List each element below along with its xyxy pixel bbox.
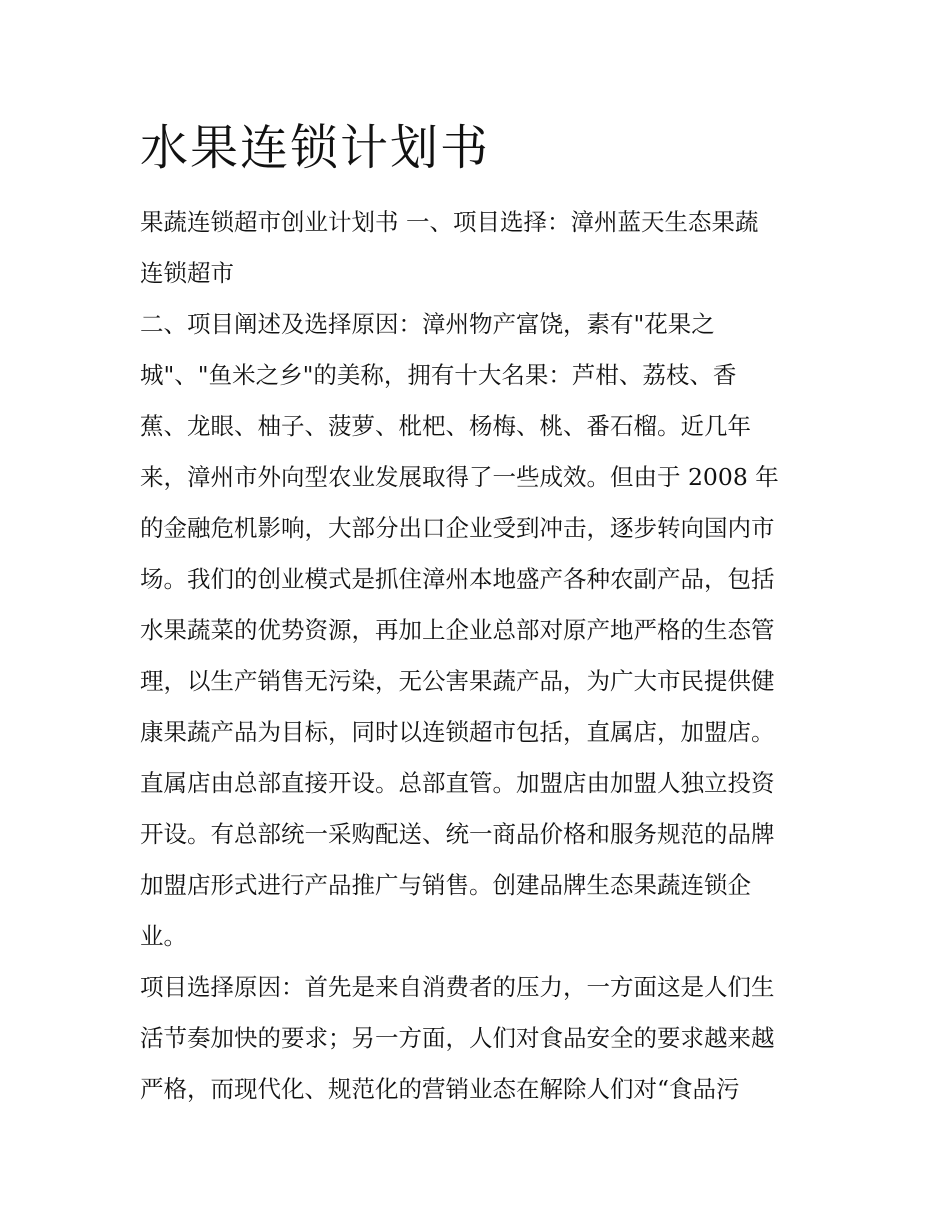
body-line: 果蔬连锁超市创业计划书 一、项目选择：漳州蓝天生态果蔬: [140, 208, 759, 236]
document-body: [140, 197, 830, 1115]
body-line: 场。我们的创业模式是抓住漳州本地盛产各种农副产品，包括: [140, 565, 775, 593]
body-line: 蕉、龙眼、柚子、菠萝、枇杷、杨梅、桃、番石榴。近几年: [140, 412, 751, 440]
body-line: 的金融危机影响，大部分出口企业受到冲击，逐步转向国内市: [140, 514, 775, 542]
body-line: 来，漳州市外向型农业发展取得了一些成效。但由于 2008 年: [140, 463, 779, 491]
document-title: 水果连锁计划书: [140, 120, 491, 176]
body-line: 城"、"鱼米之乡"的美称，拥有十大名果：芦柑、荔枝、香: [140, 361, 737, 389]
body-line: 康果蔬产品为目标，同时以连锁超市包括，直属店，加盟店。: [140, 718, 775, 746]
body-line: 二、项目阐述及选择原因：漳州物产富饶，素有"花果之: [140, 310, 715, 338]
body-line: 活节奏加快的要求；另一方面，人们对食品安全的要求越来越: [140, 1024, 775, 1052]
body-line: 水果蔬菜的优势资源，再加上企业总部对原产地严格的生态管: [140, 616, 775, 644]
body-line: 开设。有总部统一采购配送、统一商品价格和服务规范的品牌: [140, 820, 775, 848]
body-line: 业。: [140, 922, 187, 950]
body-line: 严格，而现代化、规范化的营销业态在解除人们对“食品污: [140, 1075, 740, 1103]
body-line: 直属店由总部直接开设。总部直管。加盟店由加盟人独立投资: [140, 769, 775, 797]
body-line: 加盟店形式进行产品推广与销售。创建品牌生态果蔬连锁企: [140, 871, 751, 899]
body-line: 连锁超市: [140, 259, 234, 287]
body-line: 项目选择原因：首先是来自消费者的压力，一方面这是人们生: [140, 973, 775, 1001]
body-line: 理，以生产销售无污染，无公害果蔬产品，为广大市民提供健: [140, 667, 775, 695]
